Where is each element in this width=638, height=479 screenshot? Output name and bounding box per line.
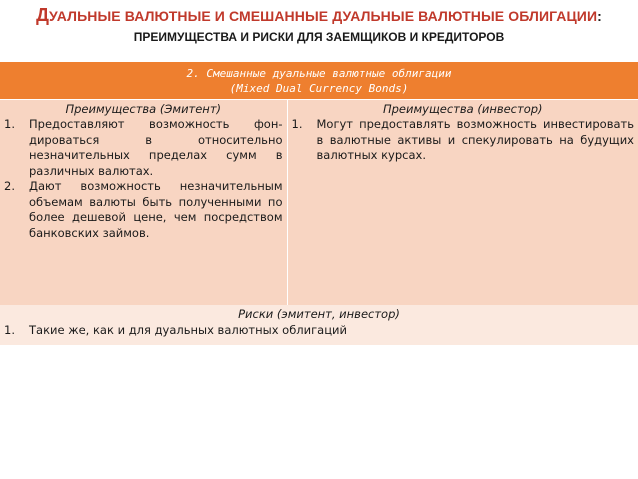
title-main-text: УАЛЬНЫЕ ВАЛЮТНЫЕ И СМЕШАННЫЕ ДУАЛЬНЫЕ ВАЛЮТНЫЕ ОБЛИГАЦИИ [49,8,598,24]
slide-title-block [0,6,638,45]
item-text: Такие же, как и для дуальных валютных облигаций [29,323,347,337]
table-header-row [0,62,638,100]
table-header-cell [0,62,638,100]
item-text: Могут предоставлять возможность инвестировать в валютные активы и спекулировать на будущих валютных курсах. [316,117,634,162]
item-number: 2. [4,179,15,193]
item-number: 1. [4,117,15,131]
risks-row [0,305,638,345]
list-item [288,117,638,164]
item-number: 1. [291,117,303,131]
investor-advantages-list [288,117,638,164]
item-text: Дают возможность незначительным объемам валюты быть полученными по более дешевой цене, чем посредством банковских займов. [29,179,283,240]
table-header-subtitle: (Mixed Dual Currency Bonds) [229,82,409,95]
investor-advantages-heading: Преимущества (инвестор) [382,102,543,116]
list-item [0,179,287,241]
list-item [0,323,638,339]
risks-cell [0,305,638,345]
issuer-advantages-heading: Преимущества (Эмитент) [65,102,222,116]
list-item [0,117,287,179]
item-text: Предоставляют возможность фон-дироваться в относительно незначительных пределах сумм в различных валютах. [29,117,283,178]
bonds-table [0,62,638,345]
investor-advantages-cell [287,100,638,306]
table-header-title: 2. Смешанные дуальные валютные облигации [186,67,452,80]
issuer-advantages-list [0,117,287,241]
risks-heading: Риски (эмитент, инвестор) [238,307,400,321]
item-number: 1. [4,323,15,337]
title-first-letter: Д [36,5,50,25]
slide-subtitle: ПРЕИМУЩЕСТВА И РИСКИ ДЛЯ ЗАЕМЩИКОВ И КРЕДИТОРОВ [133,30,505,44]
title-colon: : [597,8,602,24]
risks-list [0,323,638,339]
slide-title [0,6,638,25]
advantages-row [0,100,638,306]
issuer-advantages-cell [0,100,287,306]
